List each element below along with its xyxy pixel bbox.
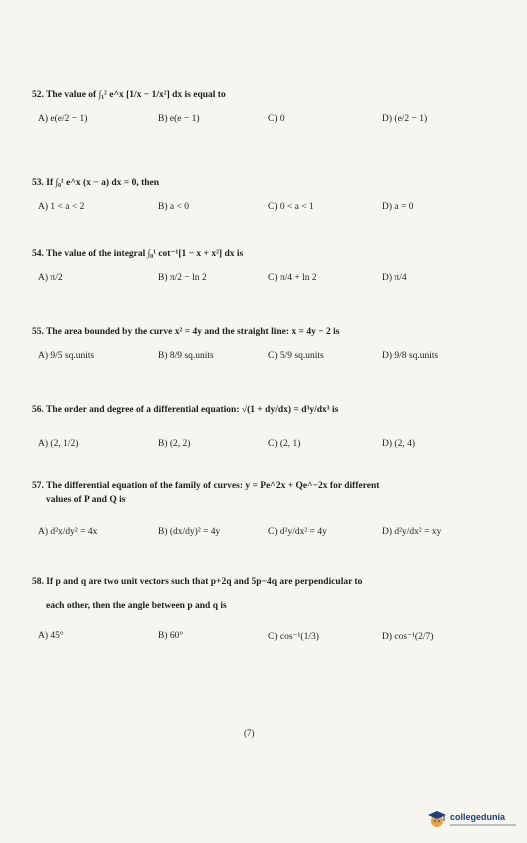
option-b: B) (dx/dy)² = 4y (158, 527, 221, 537)
option-c: C) π/4 + ln 2 (268, 273, 317, 283)
question-52 (32, 88, 502, 132)
page-number: (7) (244, 728, 255, 738)
question-stem: 52. The value of ∫₁² e^x [1/x − 1/x²] dx is equal to (32, 90, 226, 100)
options-row (32, 523, 502, 545)
collegedunia-logo (426, 806, 522, 836)
options-row (32, 198, 502, 220)
options-row (32, 435, 502, 457)
option-a: A) π/2 (38, 273, 63, 283)
graduation-cap-icon (426, 808, 448, 830)
options-row (32, 269, 502, 291)
option-b: B) π/2 − ln 2 (158, 273, 207, 283)
option-b: B) (2, 2) (158, 439, 191, 449)
logo-text: collegedunia (450, 812, 506, 822)
question-stem-continued: values of P and Q is (46, 495, 126, 505)
option-b: B) a < 0 (158, 202, 189, 212)
option-a: A) (2, 1/2) (38, 439, 79, 449)
option-c: C) (2, 1) (268, 439, 301, 449)
option-d: D) π/4 (382, 273, 407, 283)
option-b: B) 60° (158, 631, 184, 641)
option-d: D) cos⁻¹(2/7) (382, 632, 434, 642)
options-row (32, 347, 502, 369)
option-d: D) a = 0 (382, 202, 414, 212)
option-d: D) 9/8 sq.units (382, 351, 439, 361)
option-a: A) 9/5 sq.units (38, 351, 95, 361)
question-stem: 57. The differential equation of the family of curves: y = Pe^2x + Qe^−2x for different (32, 481, 380, 491)
question-stem: 53. If ∫₀¹ e^x (x − a) dx = 0, then (32, 178, 160, 188)
option-b: B) e(e − 1) (158, 114, 200, 124)
question-stem: 54. The value of the integral ∫₀¹ cot⁻¹[1 − x + x²] dx is (32, 249, 244, 259)
option-d: D) (2, 4) (382, 439, 415, 449)
option-c: C) 0 < a < 1 (268, 202, 314, 212)
option-c: C) 0 (268, 114, 285, 124)
option-d: D) d²y/dx² = xy (382, 527, 442, 537)
option-a: A) 1 < a < 2 (38, 202, 85, 212)
option-a: A) 45° (38, 631, 64, 641)
question-54 (32, 247, 502, 291)
question-56 (32, 403, 502, 457)
question-53 (32, 176, 502, 220)
question-stem: 56. The order and degree of a differential equation: √(1 + dy/dx) = d³y/dx³ is (32, 405, 339, 415)
options-row (32, 627, 502, 649)
option-d: D) (e/2 − 1) (382, 114, 428, 124)
option-c: C) cos⁻¹(1/3) (268, 632, 319, 642)
option-b: B) 8/9 sq.units (158, 351, 214, 361)
question-stem-continued: each other, then the angle between p and q is (46, 601, 227, 611)
question-55 (32, 325, 502, 369)
option-c: C) d²y/dx² = 4y (268, 527, 327, 537)
option-c: C) 5/9 sq.units (268, 351, 324, 361)
question-57 (32, 479, 502, 545)
logo-tagline-bar (450, 824, 516, 826)
question-58 (32, 575, 502, 649)
options-row (32, 110, 502, 132)
option-a: A) e(e/2 − 1) (38, 114, 88, 124)
question-stem: 55. The area bounded by the curve x² = 4y and the straight line: x = 4y − 2 is (32, 327, 340, 337)
option-a: A) d²x/dy² = 4x (38, 527, 98, 537)
question-stem: 58. If p and q are two unit vectors such that p+2q and 5p−4q are perpendicular to (32, 577, 363, 587)
